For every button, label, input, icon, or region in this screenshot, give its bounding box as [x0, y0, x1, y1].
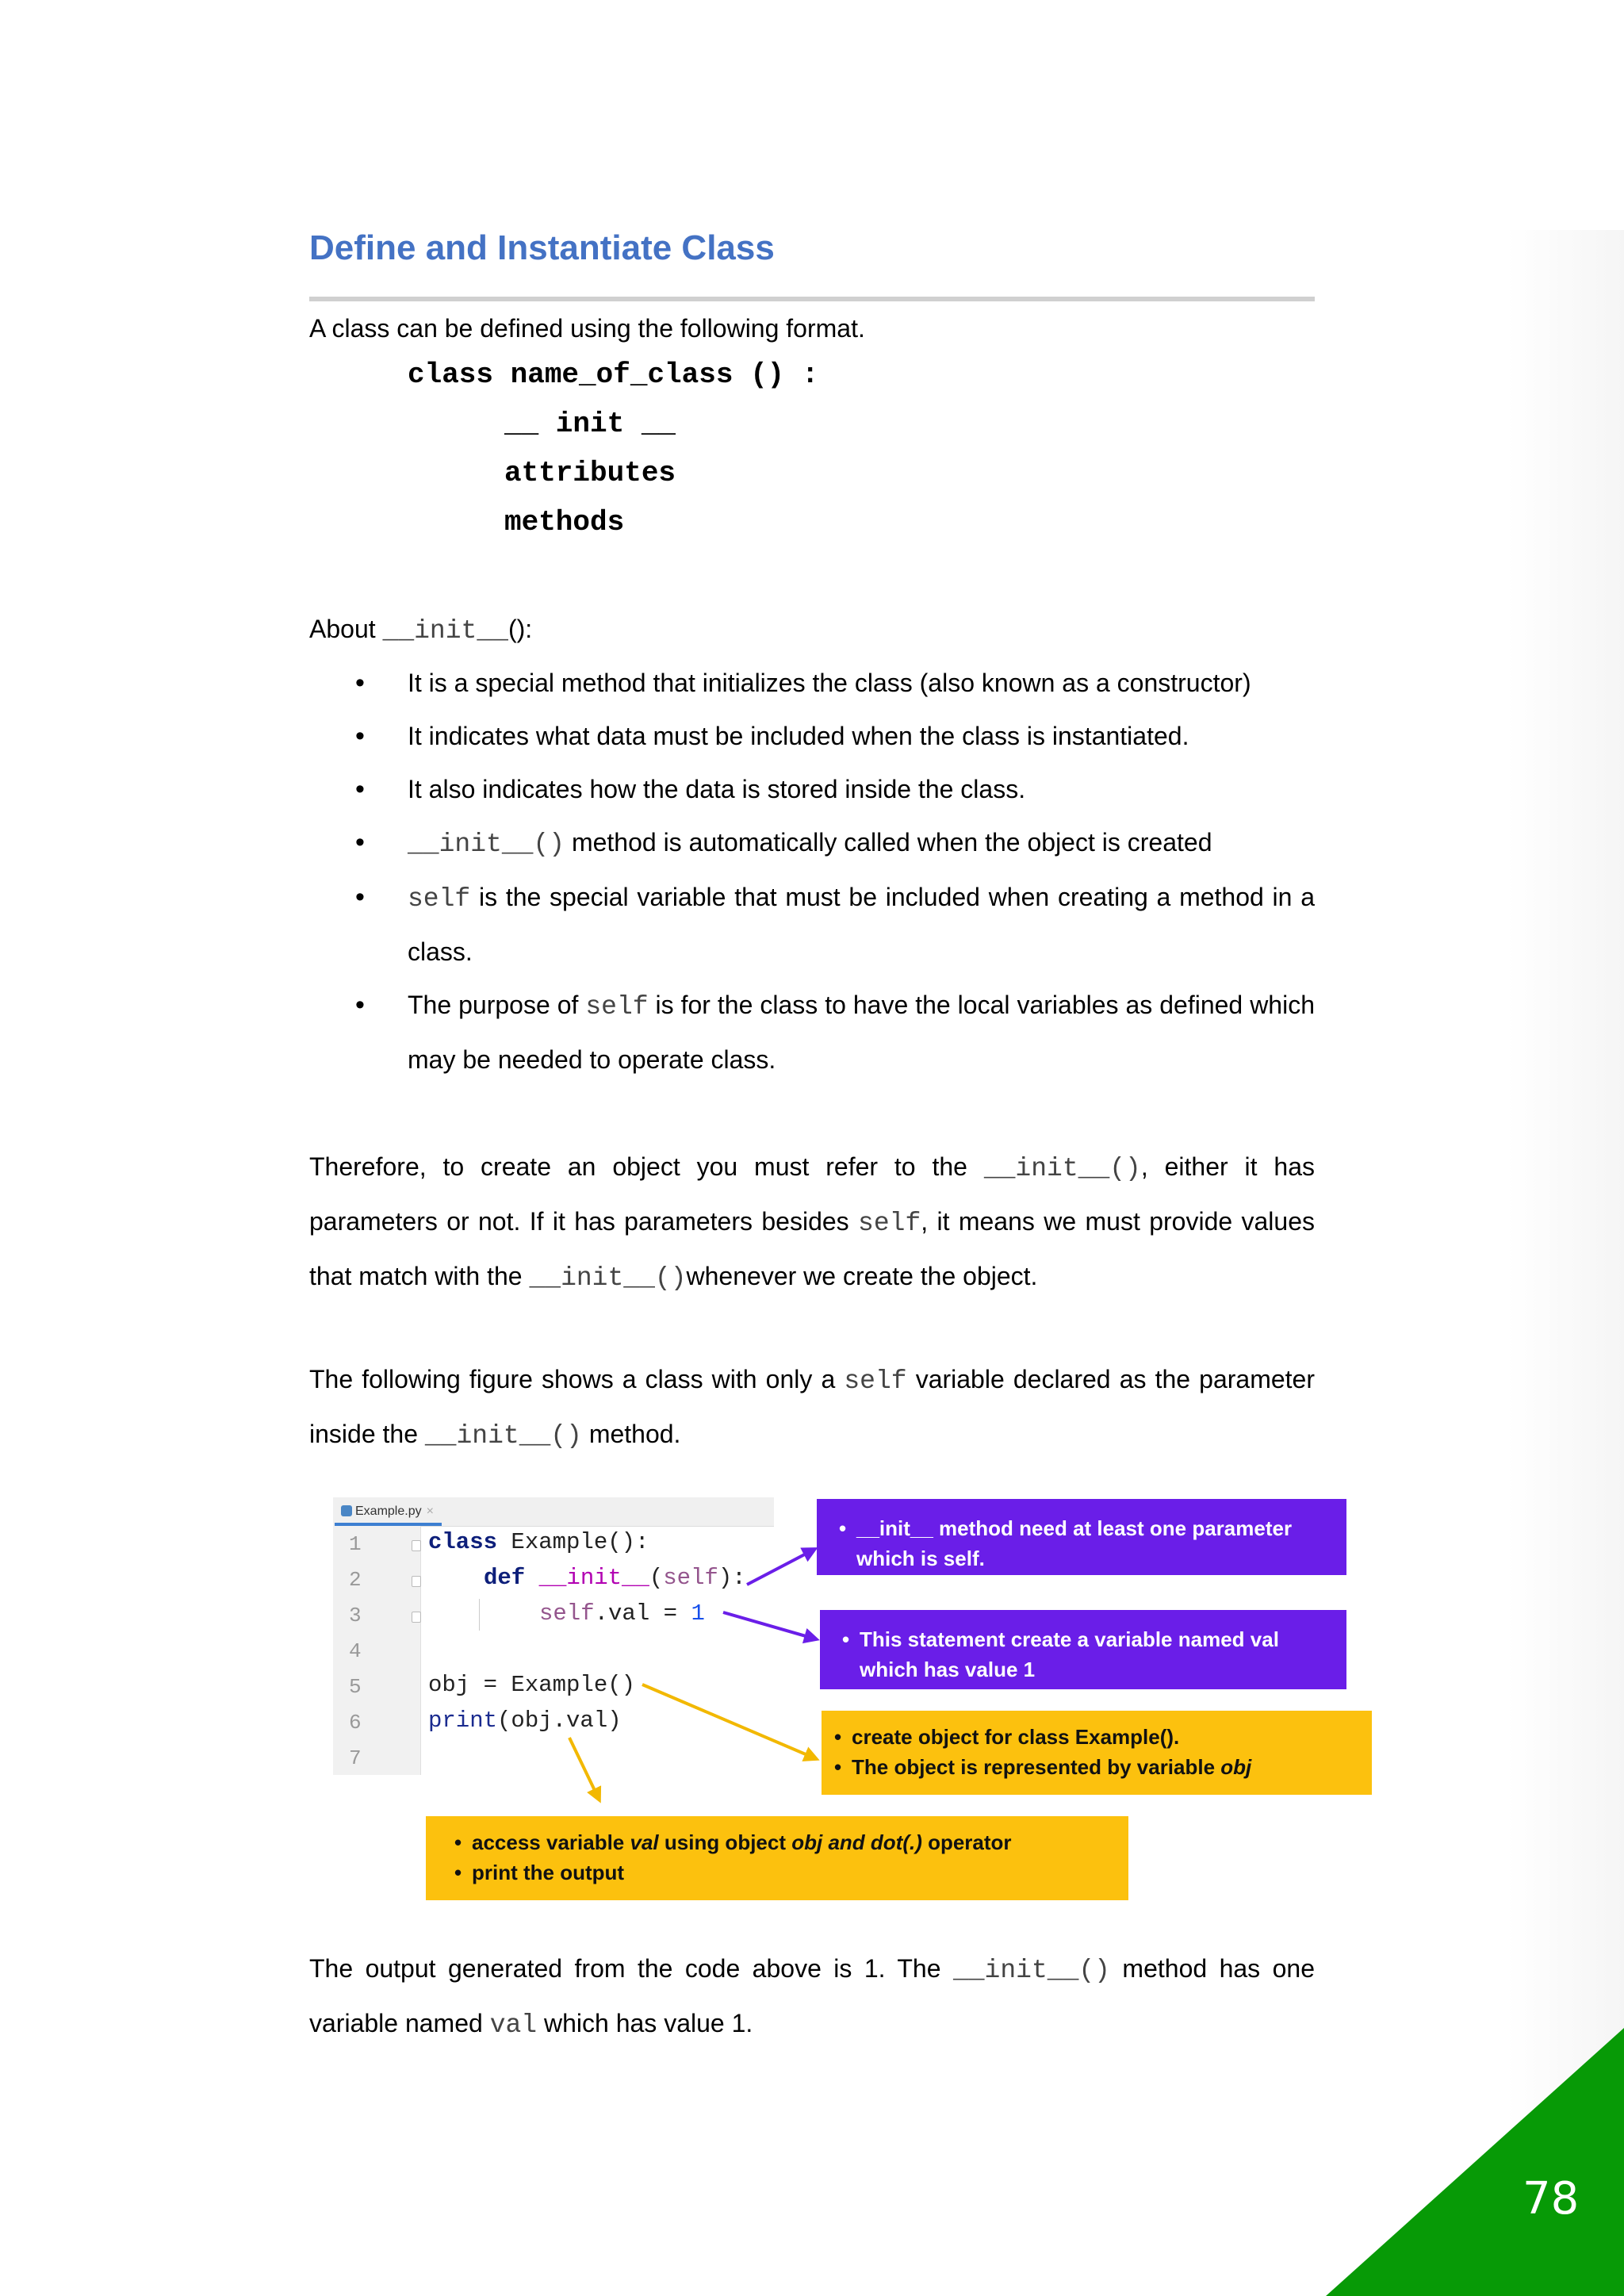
line-number: 2	[349, 1568, 362, 1592]
bullet-item: • The purpose of self is for the class to have the local variables as defined which may be needed to operate class.	[309, 979, 1315, 1087]
code-line-3: self.val = 1	[539, 1600, 705, 1627]
code-line-6: print(obj.val)	[428, 1708, 622, 1734]
bullet-item: • It also indicates how the data is stored inside the class.	[309, 763, 1315, 816]
callout-val-statement: • This statement create a variable named val which has value 1	[820, 1610, 1346, 1689]
bullet-item: • It indicates what data must be included when the class is instantiated.	[309, 710, 1315, 763]
about-prefix: About	[309, 615, 383, 643]
about-code: __init__	[382, 616, 508, 646]
conclusion-paragraph: The output generated from the code above is 1. The __init__() method has one variable named val which has value 1.	[309, 1954, 1316, 2040]
code-line-5: obj = Example()	[428, 1672, 636, 1698]
line-number: 7	[349, 1746, 362, 1770]
bullet-item: • __init__() method is automatically called when the object is created	[309, 816, 1315, 871]
format-line-methods: methods	[504, 506, 625, 539]
paragraph-create-object: Therefore, to create an object you must refer to the __init__(), either it has parameters or not. If it has parameters besides self, it means we must provide values that match with the __init__()whenever we create the object.	[309, 1152, 1316, 1293]
format-line-attributes: attributes	[504, 457, 676, 489]
format-line-init: __ init __	[504, 408, 676, 440]
line-number: 4	[349, 1639, 362, 1663]
callout-access-variable: • access variable val using object obj and dot(.) operator • print the output	[426, 1816, 1128, 1900]
format-line-class: class name_of_class () :	[408, 358, 819, 391]
code-line-2: def __init__(self):	[484, 1565, 746, 1591]
section-heading: Define and Instantiate Class	[309, 228, 775, 267]
line-number: 1	[349, 1532, 362, 1556]
line-number: 6	[349, 1711, 362, 1734]
line-number: 3	[349, 1604, 362, 1627]
callout-create-object: • create object for class Example(). • The object is represented by variable obj	[822, 1711, 1372, 1795]
close-tab-icon[interactable]: ×	[426, 1504, 434, 1518]
intro-text: A class can be defined using the following format.	[309, 314, 865, 343]
paragraph-figure-intro: The following figure shows a class with only a self variable declared as the parameter inside the __init__() method.	[309, 1365, 1316, 1451]
callout-access-line: • access variable val using object obj and dot(.) operator	[446, 1827, 1120, 1857]
page-number: 78	[1522, 2173, 1580, 2225]
callout-init-param: • __init__ method need at least one parameter which is self.	[817, 1499, 1346, 1575]
callout-obj-line: • The object is represented by variable obj	[826, 1752, 1364, 1782]
bullet-item: • self is the special variable that must be included when creating a method in a class.	[309, 871, 1315, 979]
bullet-item: • It is a special method that initializes the class (also known as a constructor)	[309, 657, 1315, 710]
code-line-1: class Example():	[428, 1529, 649, 1555]
about-suffix: ():	[508, 615, 533, 643]
line-number: 5	[349, 1675, 362, 1699]
editor-tab[interactable]: Example.py ×	[335, 1501, 442, 1526]
